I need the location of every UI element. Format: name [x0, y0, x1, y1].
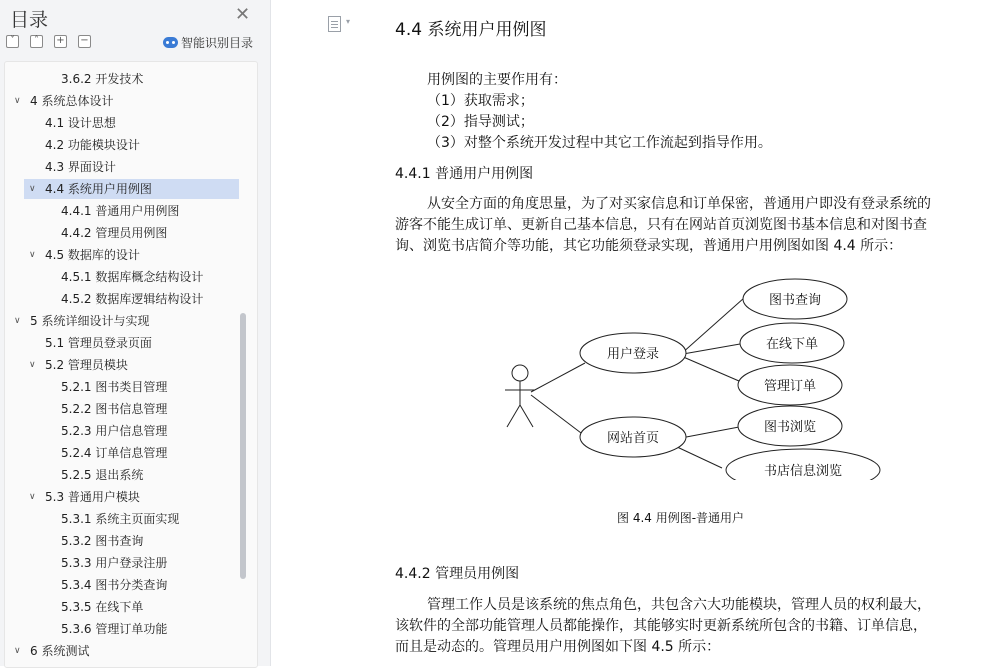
- store-info-label: 书店信息浏览: [763, 464, 843, 479]
- paragraph-line: 而且是动态的。管理员用户用例图如下图 4.5 所示：: [395, 639, 721, 655]
- toc-item-label: 4.5 数据库的设计: [45, 248, 140, 262]
- chevron-down-icon[interactable]: ▾: [346, 17, 351, 26]
- intro-line: （2）指导测试；: [427, 114, 534, 130]
- toc-item[interactable]: [5, 333, 241, 353]
- figure-caption: 图 4.4 用例图-普通用户: [617, 511, 745, 525]
- toc-scrollbar[interactable]: [240, 313, 246, 579]
- toc-item-label: 3.6.2 开发技术: [61, 72, 144, 86]
- toc-item[interactable]: [5, 575, 241, 595]
- toc-item[interactable]: [24, 179, 239, 199]
- toc-item[interactable]: [5, 597, 241, 617]
- actor-leg: [507, 405, 520, 427]
- chevron-down-icon[interactable]: ∨: [14, 646, 21, 656]
- toc-item[interactable]: [5, 487, 241, 507]
- toc-item-label: 5.3.4 图书分类查询: [61, 578, 168, 592]
- actor-head: [512, 365, 528, 381]
- toc-item[interactable]: [5, 619, 241, 639]
- toc-item[interactable]: [5, 113, 241, 133]
- toc-item-label: 4.4 系统用户用例图: [45, 182, 152, 196]
- toc-item[interactable]: [5, 245, 241, 265]
- chevron-down-icon[interactable]: ∨: [29, 360, 36, 370]
- use-case-home-label: 网站首页: [606, 431, 660, 446]
- smart-toc-label: 智能识别目录: [181, 36, 254, 50]
- toc-item[interactable]: [5, 509, 241, 529]
- toc-item[interactable]: [5, 201, 241, 221]
- paragraph-line: 该软件的全部功能管理人员都能操作，其能够实时更新系统所包含的书籍、订单信息，: [395, 618, 927, 634]
- toc-item[interactable]: [5, 135, 241, 155]
- expand-all-icon[interactable]: ˄: [30, 35, 43, 48]
- paragraph-line: 管理工作人员是该系统的焦点角色，共包含六大功能模块，管理人员的权利最大，: [427, 597, 931, 613]
- intro-line: 用例图的主要作用有：: [427, 72, 567, 88]
- intro-line: （1）获取需求；: [427, 93, 534, 109]
- toc-item-label: 5.3.6 管理订单功能: [61, 622, 168, 636]
- add-heading-icon[interactable]: +: [54, 35, 67, 48]
- toc-item-label: 5.3.1 系统主页面实现: [61, 512, 180, 526]
- toc-sidebar: [0, 0, 271, 666]
- toc-item[interactable]: [5, 421, 241, 441]
- actor-home-line: [531, 395, 585, 436]
- toc-item-label: 4.5.1 数据库概念结构设计: [61, 270, 204, 284]
- chevron-down-icon[interactable]: ∨: [29, 184, 36, 194]
- ai-icon: [163, 37, 178, 48]
- chevron-down-icon[interactable]: ∨: [29, 492, 36, 502]
- toc-item-label: 5.2.5 退出系统: [61, 468, 144, 482]
- toc-item[interactable]: [5, 311, 241, 331]
- toc-item-label: 5.3.5 在线下单: [61, 600, 144, 614]
- paragraph-line: 从安全方面的角度思量，为了对买家信息和订单保密，普通用户即没有登录系统的: [427, 196, 931, 212]
- sidebar-title: 目录: [10, 9, 49, 31]
- toc-item[interactable]: [5, 531, 241, 551]
- book-browse-label: 图书浏览: [763, 420, 817, 435]
- toc-item-label: 5.2.4 订单信息管理: [61, 446, 168, 460]
- login-manage-line: [681, 356, 739, 381]
- toc-item-label: 4.4.1 普通用户用例图: [61, 204, 180, 218]
- book-query-label: 图书查询: [768, 293, 822, 308]
- login-query-line: [681, 298, 744, 354]
- toc-item-label: 5.2.1 图书类目管理: [61, 380, 168, 394]
- chevron-down-icon[interactable]: ∨: [29, 250, 36, 260]
- home-info-line: [675, 446, 722, 468]
- toc-item[interactable]: [5, 443, 241, 463]
- intro-line: （3）对整个系统开发过程中其它工作流起到指导作用。: [427, 135, 772, 151]
- toc-item-label: 6 系统测试: [30, 644, 90, 658]
- toc-item-label: 5.2.2 图书信息管理: [61, 402, 168, 416]
- document-page: [290, 0, 994, 666]
- toc-item-label: 5.2 管理员模块: [45, 358, 128, 372]
- toc-item[interactable]: [5, 267, 241, 287]
- toc-item[interactable]: [5, 223, 241, 243]
- actor-leg: [520, 405, 533, 427]
- login-order-line: [683, 344, 740, 354]
- toc-item[interactable]: [5, 465, 241, 485]
- use-case-login-label: 用户登录: [606, 347, 660, 362]
- use-case-diagram: [485, 270, 905, 480]
- section-heading: 4.4 系统用户用例图: [395, 20, 547, 40]
- toc-item[interactable]: [5, 355, 241, 375]
- toc-item-label: 4.3 界面设计: [45, 160, 116, 174]
- toc-item[interactable]: [5, 91, 241, 111]
- toc-item-label: 4.1 设计思想: [45, 116, 116, 130]
- toc-item-label: 4 系统总体设计: [30, 94, 114, 108]
- toc-item-label: 4.4.2 管理员用例图: [61, 226, 168, 240]
- toc-item-label: 5.3.3 用户登录注册: [61, 556, 168, 570]
- toc-list: [4, 61, 258, 668]
- toc-item[interactable]: [5, 641, 241, 661]
- actor-login-line: [531, 363, 585, 392]
- toc-item-label: 5.3.2 图书查询: [61, 534, 144, 548]
- toc-item[interactable]: [5, 289, 241, 309]
- toc-item-label: 5 系统详细设计与实现: [30, 314, 150, 328]
- paragraph-line: 游客不能生成订单、更新自己基本信息，只有在网站首页浏览图书基本信息和对图书查: [395, 217, 927, 233]
- manage-order-label: 管理订单: [763, 379, 817, 394]
- close-icon[interactable]: ✕: [235, 4, 251, 25]
- toc-item-label: 4.2 功能模块设计: [45, 138, 140, 152]
- subsection-heading: 4.4.1 普通用户用例图: [395, 166, 534, 182]
- collapse-all-icon[interactable]: ˅: [6, 35, 19, 48]
- toc-item-label: 5.2.3 用户信息管理: [61, 424, 168, 438]
- smart-toc-button[interactable]: [163, 34, 253, 51]
- toc-item[interactable]: [5, 157, 241, 177]
- toc-item-label: 4.5.2 数据库逻辑结构设计: [61, 292, 204, 306]
- online-order-label: 在线下单: [765, 337, 819, 352]
- chevron-down-icon[interactable]: ∨: [14, 96, 21, 106]
- paragraph-line: 询、浏览书店简介等功能，其它功能须登录实现，普通用户用例图如图 4.4 所示：: [395, 238, 903, 254]
- remove-heading-icon[interactable]: −: [78, 35, 91, 48]
- toc-item[interactable]: [5, 553, 241, 573]
- toc-item[interactable]: [5, 69, 241, 89]
- toc-item[interactable]: [5, 377, 241, 397]
- toc-item-label: 5.1 管理员登录页面: [45, 336, 152, 350]
- chevron-down-icon[interactable]: ∨: [14, 316, 21, 326]
- actor-figure: [505, 365, 535, 427]
- home-browse-line: [681, 427, 739, 438]
- toc-item[interactable]: [5, 399, 241, 419]
- subsection-heading: 4.4.2 管理员用例图: [395, 566, 520, 582]
- document-icon[interactable]: [328, 16, 341, 32]
- toc-item-label: 5.3 普通用户模块: [45, 490, 140, 504]
